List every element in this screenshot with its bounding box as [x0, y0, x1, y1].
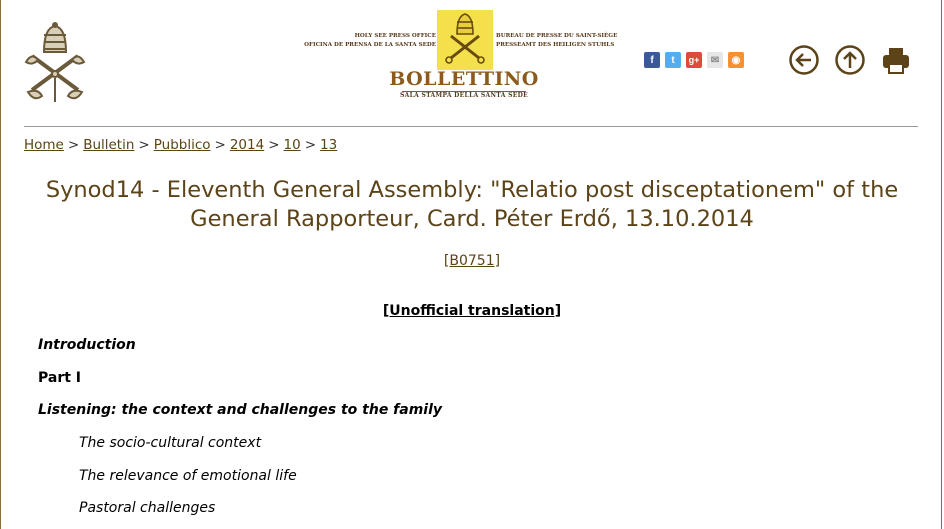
breadcrumb-separator: >	[268, 137, 280, 153]
masthead-title: BOLLETTINO	[389, 68, 539, 90]
breadcrumb-separator: >	[138, 137, 150, 153]
bulletin-code-link[interactable]: [B0751]	[443, 253, 501, 269]
masthead-logo	[437, 10, 493, 70]
papal-keys-icon	[437, 10, 493, 70]
nav-icons	[788, 44, 912, 76]
google-plus-icon[interactable]: g+	[686, 52, 702, 68]
bollettino-masthead[interactable]	[304, 10, 618, 102]
breadcrumb-separator: >	[67, 137, 80, 153]
breadcrumb	[24, 137, 337, 153]
breadcrumb-bulletin[interactable]: Bulletin	[83, 137, 135, 153]
twitter-icon[interactable]: t	[665, 52, 681, 68]
toc-introduction: Introduction	[38, 337, 136, 353]
toc-sub-3: Pastoral challenges	[79, 500, 216, 516]
facebook-icon[interactable]: f	[644, 52, 660, 68]
up-arrow-icon[interactable]	[834, 44, 866, 76]
bulletin-code	[0, 253, 944, 269]
masthead-subtitle: SALA STAMPA DELLA SANTA SEDE	[400, 92, 528, 99]
toc-listening: Listening: the context and challenges to the family	[38, 402, 443, 418]
back-arrow-icon[interactable]	[788, 44, 820, 76]
toc-part-1: Part I	[38, 370, 82, 386]
breadcrumb-pubblico[interactable]: Pubblico	[153, 137, 211, 153]
header-divider	[24, 126, 918, 127]
page-title	[24, 176, 920, 234]
breadcrumb-year[interactable]: 2014	[229, 137, 265, 153]
print-icon[interactable]	[880, 44, 912, 76]
masthead-left-text: HOLY SEE PRESS OFFICE OFICINA DE PRENSA DE LA SANTA SEDE	[304, 33, 436, 48]
title-line-2: General Rapporteur, Card. Péter Erdő, 13.10.2014	[190, 206, 754, 232]
rss-icon[interactable]: ◉	[728, 52, 744, 68]
toc-sub-1: The socio-cultural context	[79, 435, 262, 451]
email-icon[interactable]: ✉	[707, 52, 723, 68]
toc-sub-2: The relevance of emotional life	[79, 468, 297, 484]
breadcrumb-home[interactable]: Home	[24, 137, 64, 153]
papal-emblem-icon	[22, 22, 88, 104]
breadcrumb-separator: >	[214, 137, 226, 153]
unofficial-translation-heading: [Unofficial translation]	[382, 303, 562, 319]
social-icons	[644, 52, 744, 68]
masthead-right-text: BUREAU DE PRESSE DU SAINT-SIÈGE PRESSEAMT DES HEILIGEN STUHLS	[496, 33, 618, 48]
breadcrumb-month[interactable]: 10	[283, 137, 301, 153]
title-line-1: Synod14 - Eleventh General Assembly: "Relatio post disceptationem" of the	[45, 177, 899, 203]
breadcrumb-day[interactable]: 13	[320, 137, 338, 153]
breadcrumb-separator: >	[304, 137, 317, 153]
